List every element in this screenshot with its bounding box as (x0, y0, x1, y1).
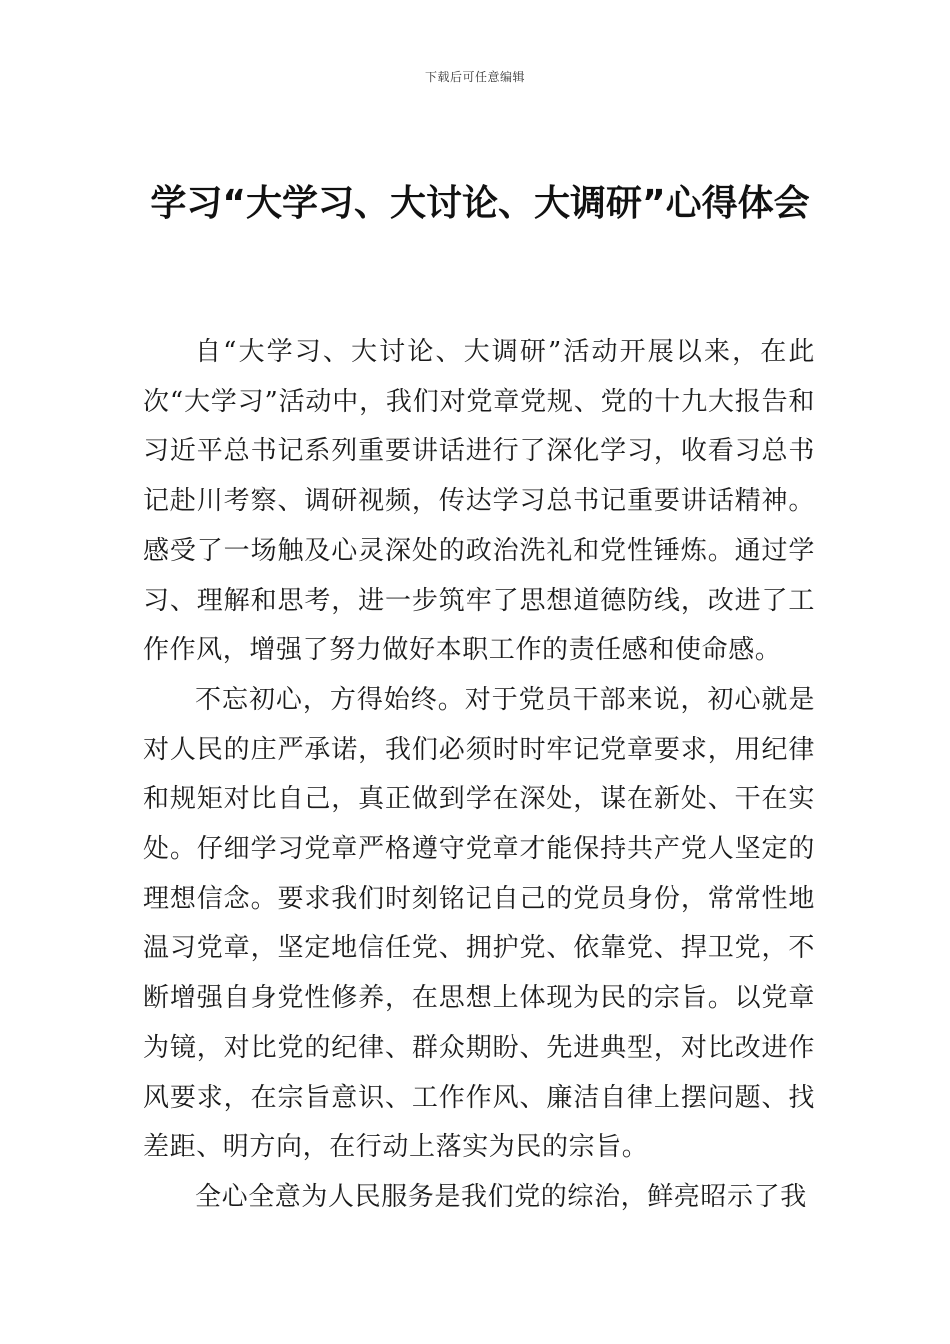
header-note: 下载后可任意编辑 (424, 70, 525, 84)
paragraph: 自“大学习、大讨论、大调研”活动开展以来，在此次“大学习”活动中，我们对党章党规、党的十九大报告和习近平总书记系列重要讲话进行了深化学习，收看习总书记赴川考察、调研视频，传达学习总书记重要讲话精神。感受了一场触及心灵深处的政治洗礼和党性锤炼。通过学习、理解和思考，进一步筑牢了思想道德防线，改进了工作作风，增强了努力做好本职工作的责任感和使命感。 (143, 337, 815, 666)
document-title: 学习“大学习、大讨论、大调研”心得体会 (150, 183, 810, 224)
paragraph: 全心全意为人民服务是我们党的综治，鲜亮昭示了我 (195, 1181, 807, 1212)
paragraph: 不忘初心，方得始终。对于党员干部来说，初心就是对人民的庄严承诺，我们必须时时牢记党章要求，用纪律和规矩对比自己，真正做到学在深处，谋在新处、干在实处。仔细学习党章严格遵守党章才能保持共产党人坚定的理想信念。要求我们时刻铭记自己的党员身份，常常性地温习党章，坚定地信任党、拥护党、依靠党、捍卫党，不断增强自身党性修养，在思想上体现为民的宗旨。以党章为镜，对比党的纪律、群众期盼、先进典型，对比改进作风要求，在宗旨意识、工作作风、廉洁自律上摆问题、找差距、明方向，在行动上落实为民的宗旨。 (143, 684, 815, 1163)
document-body (143, 328, 815, 1223)
